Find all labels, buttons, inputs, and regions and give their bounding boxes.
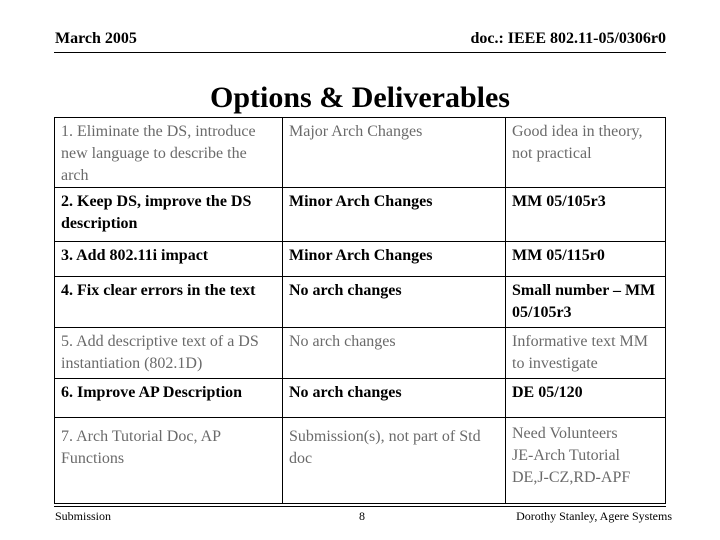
table-row — [55, 379, 666, 418]
option-cell: 1. Eliminate the DS, introduce new language to describe the arch — [55, 118, 283, 188]
deliverable-cell: MM 05/105r3 — [506, 188, 666, 242]
impact-cell: Minor Arch Changes — [283, 242, 506, 277]
options-table — [54, 117, 666, 504]
footer-submission: Submission — [55, 509, 112, 523]
header-date: March 2005 — [55, 30, 137, 47]
impact-cell: Minor Arch Changes — [283, 188, 506, 242]
header-doc-id: doc.: IEEE 802.11-05/0306r0 — [470, 30, 666, 47]
deliverable-line: JE-Arch Tutorial — [512, 447, 620, 464]
deliverable-line: DE,J-CZ,RD-APF — [512, 469, 631, 486]
impact-cell: No arch changes — [283, 277, 506, 328]
option-cell: 3. Add 802.11i impact — [55, 242, 283, 277]
footer-divider — [54, 506, 666, 507]
deliverable-cell: DE 05/120 — [506, 379, 666, 418]
impact-cell: No arch changes — [283, 379, 506, 418]
table-row — [55, 277, 666, 328]
option-cell: 5. Add descriptive text of a DS instantiation (802.1D) — [55, 328, 283, 379]
table-row — [55, 418, 666, 504]
deliverable-cell: Small number – MM 05/105r3 — [506, 277, 666, 328]
deliverable-cell — [506, 418, 666, 504]
table-row — [55, 188, 666, 242]
footer-author: Dorothy Stanley, Agere Systems — [516, 509, 672, 523]
footer-page-number: 8 — [359, 509, 365, 523]
option-cell: 7. Arch Tutorial Doc, AP Functions — [55, 418, 283, 504]
option-cell: 6. Improve AP Description — [55, 379, 283, 418]
table-row — [55, 118, 666, 188]
deliverable-cell: MM 05/115r0 — [506, 242, 666, 277]
impact-cell: Major Arch Changes — [283, 118, 506, 188]
option-cell: 2. Keep DS, improve the DS description — [55, 188, 283, 242]
impact-cell: Submission(s), not part of Std doc — [283, 418, 506, 504]
deliverable-cell: Good idea in theory, not practical — [506, 118, 666, 188]
impact-cell: No arch changes — [283, 328, 506, 379]
option-cell: 4. Fix clear errors in the text — [55, 277, 283, 328]
header-divider — [54, 52, 666, 53]
deliverable-cell: Informative text MM to investigate — [506, 328, 666, 379]
table-row — [55, 242, 666, 277]
deliverable-line: Need Volunteers — [512, 425, 618, 442]
table-row — [55, 328, 666, 379]
slide-title: Options & Deliverables — [210, 81, 510, 114]
